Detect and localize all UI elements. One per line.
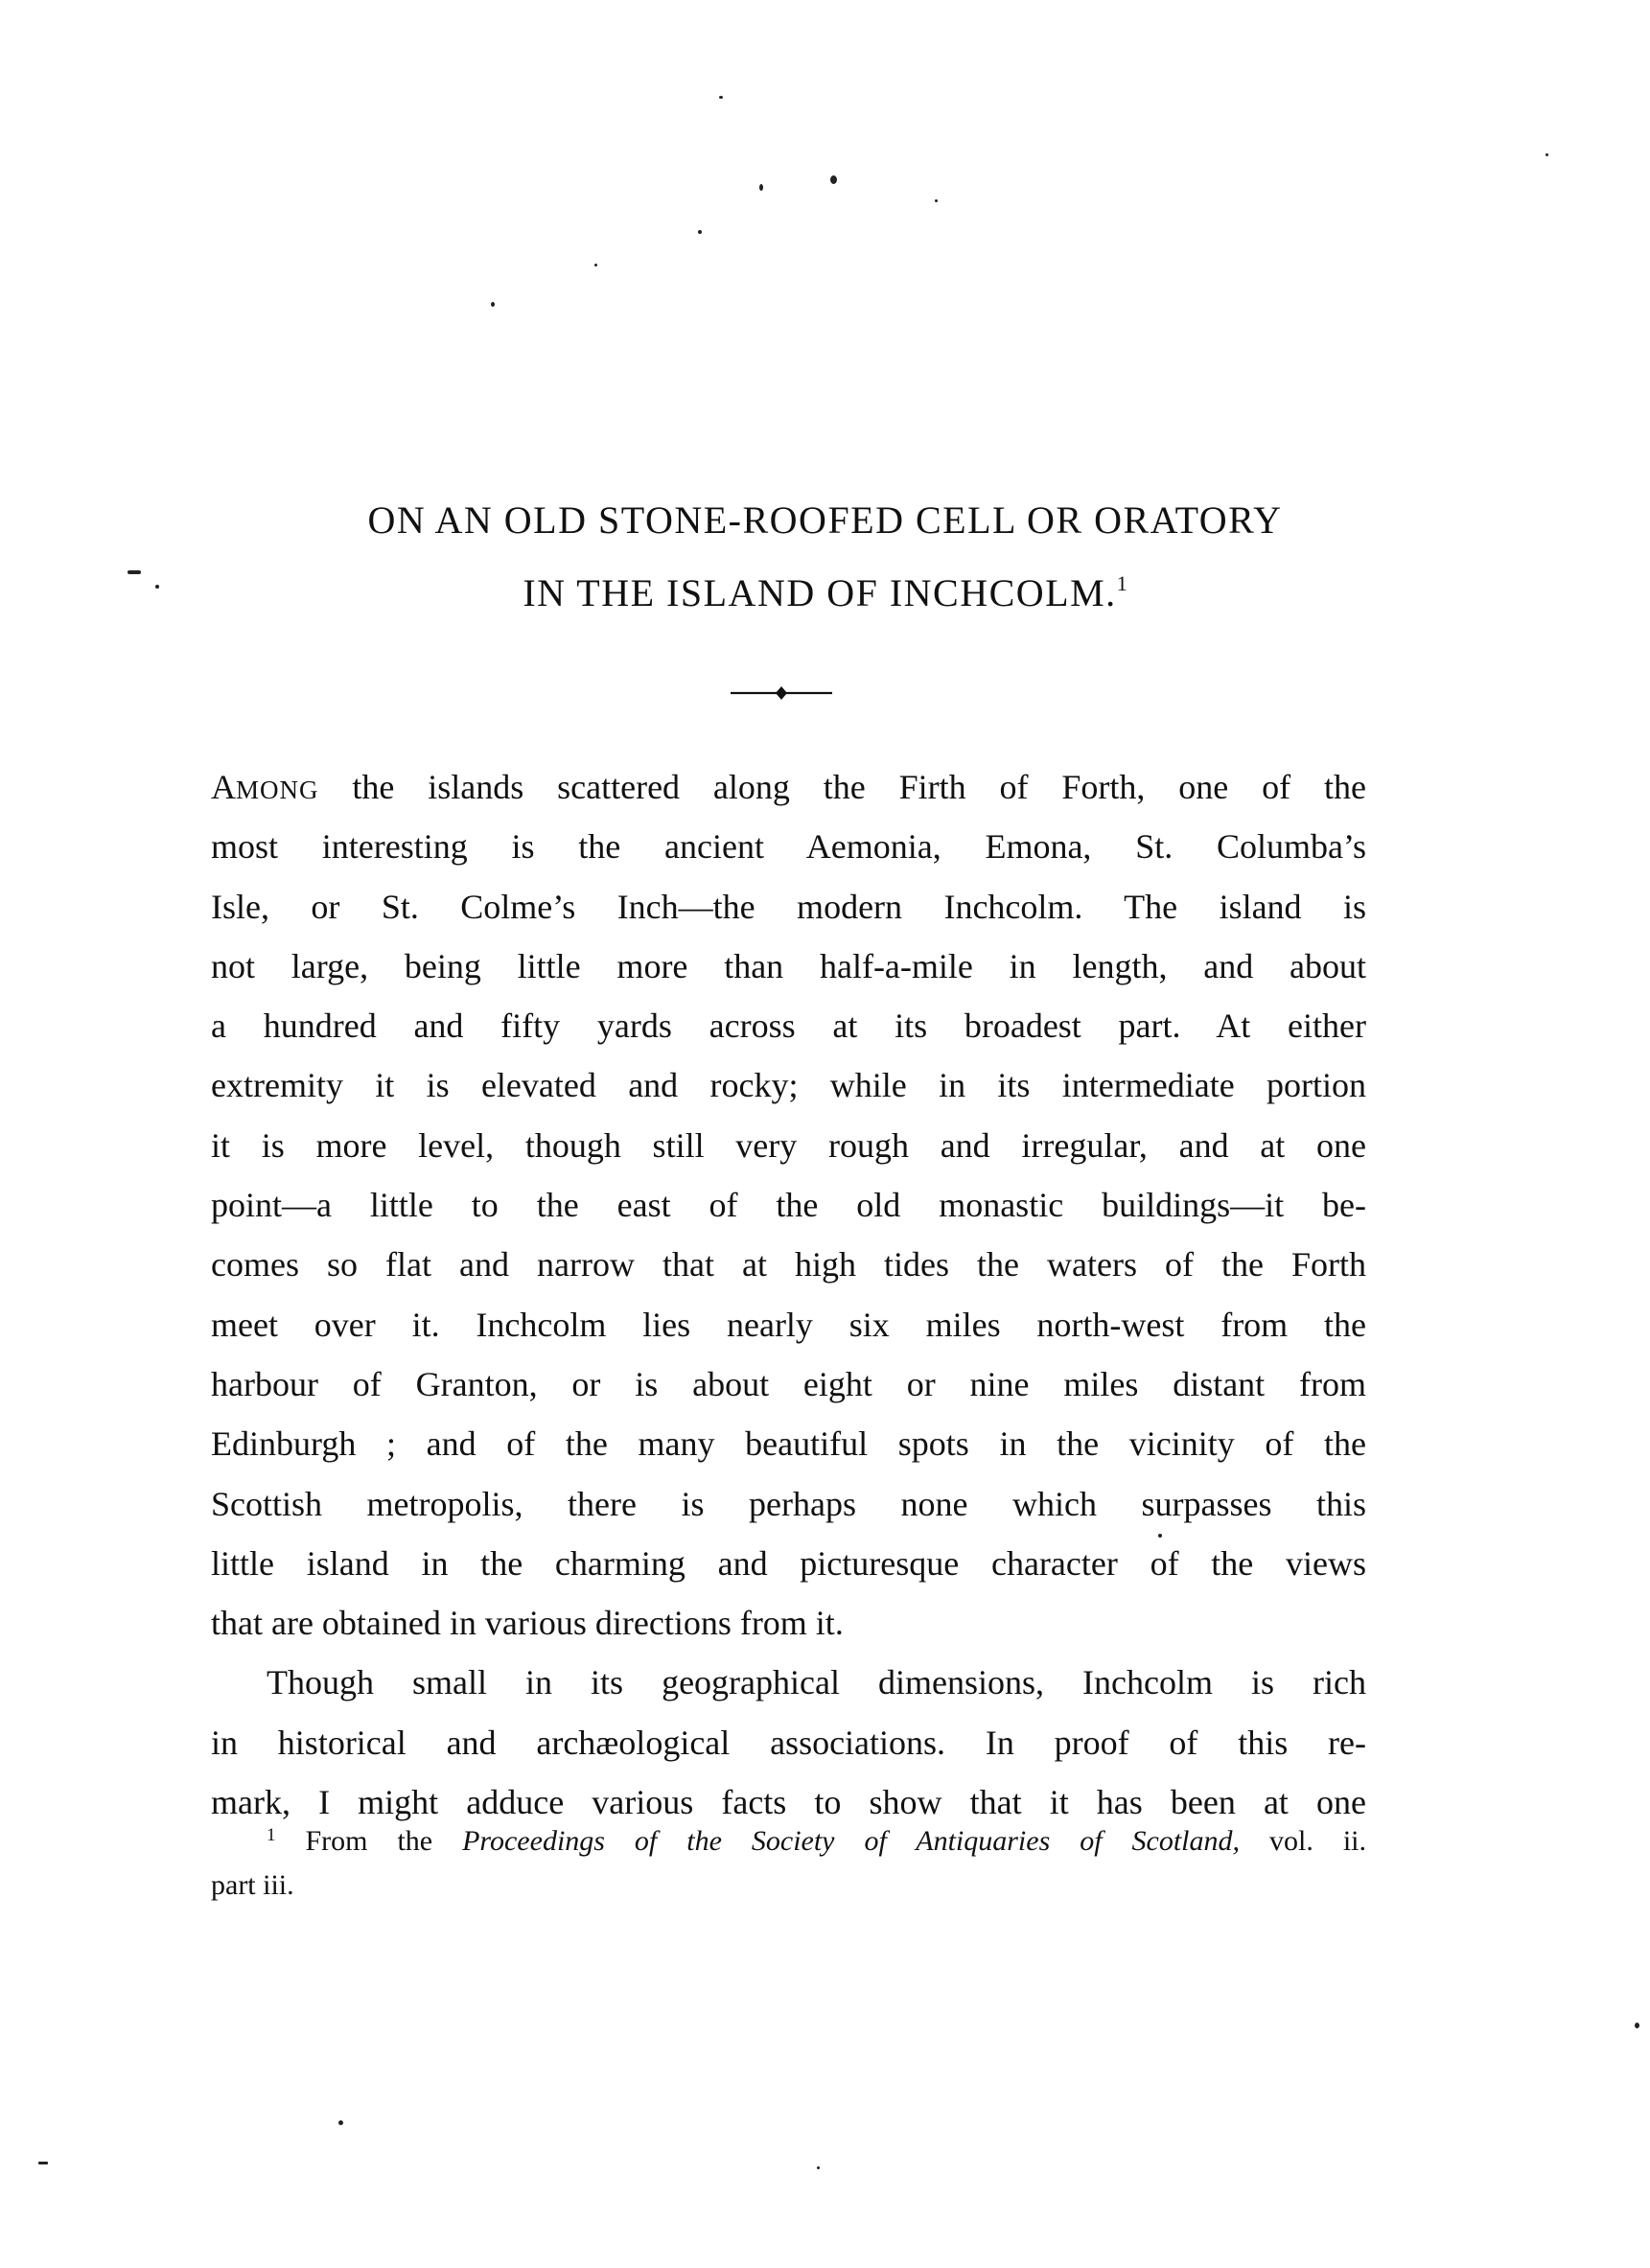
scan-speck [817,2166,820,2169]
footnote-prefix: From the [275,1825,463,1857]
text-line: Isle, or St. Colme’s Inch—the modern Inchcolm. The island is [211,887,1366,926]
text-line: it is more level, though still very rough and irregular, and at one [211,1125,1366,1165]
footnote-line-2: part iii. [211,1869,294,1901]
text-line: a hundred and fifty yards across at its broadest part. At either [211,1007,1366,1046]
text-line: Though small in its geographical dimensions, Inchcolm is rich [267,1663,1366,1702]
text-line: most interesting is the ancient Aemonia, Emona, St. Columba’s [211,827,1366,867]
body-text [211,757,1366,1832]
title-text: IN THE ISLAND OF INCHCOLM. [523,571,1117,614]
footnote-suffix: vol. ii. [1240,1825,1366,1857]
chapter-title-line-2 [0,573,1650,613]
scan-speck [759,184,763,191]
small-caps-word: MONG [236,775,319,804]
scan-speck [1635,2023,1639,2028]
text-line: comes so flat and narrow that at high tides the waters of the Forth [211,1245,1366,1284]
scan-speck [1545,153,1548,156]
scan-speck [338,2120,343,2125]
title-footnote-marker: 1 [1116,571,1127,595]
text-line: in historical and archæological associations. In proof of this re- [211,1723,1366,1762]
text-line: little island in the charming and picturesque character of the views [211,1543,1366,1583]
text-line: extremity it is elevated and rocky; while in its intermediate portion [211,1066,1366,1105]
footnote-source-title: Proceedings of the Society of Antiquaries of Scotland, [462,1825,1241,1857]
text-line: meet over it. Inchcolm lies nearly six miles north-west from the [211,1305,1366,1344]
text-line: Scottish metropolis, there is perhaps none which surpasses this [211,1484,1366,1523]
scan-speck [594,264,597,266]
text-line: point—a little to the east of the old monastic buildings—it be- [211,1186,1366,1225]
text-line: mark, I might adduce various facts to show that it has been at one [211,1783,1366,1822]
scan-speck [719,96,723,99]
scan-speck [935,199,938,202]
footnote-marker: 1 [267,1825,276,1845]
text-line: harbour of Granton, or is about eight or nine miles distant from [211,1364,1366,1403]
scan-speck [491,302,495,307]
scan-speck [38,2162,48,2164]
text-line: that are obtained in various directions from it. [211,1604,844,1643]
ornament-divider-icon [729,686,834,700]
footnote [211,1814,1366,1908]
footnote-line-1 [211,1814,1366,1863]
chapter-title-line-1: ON AN OLD STONE-ROOFED CELL OR ORATORY [367,498,1283,542]
line-text: the islands scattered along the Firth of Forth, one of the [318,768,1366,806]
text-line: not large, being little more than half-a-mile in length, and about [211,946,1366,985]
small-caps-initial: A [211,768,236,806]
text-line [211,757,1366,817]
scan-speck [830,175,837,184]
scan-speck [698,230,702,234]
text-line: Edinburgh ; and of the many beautiful spots in the vicinity of the [211,1424,1366,1464]
